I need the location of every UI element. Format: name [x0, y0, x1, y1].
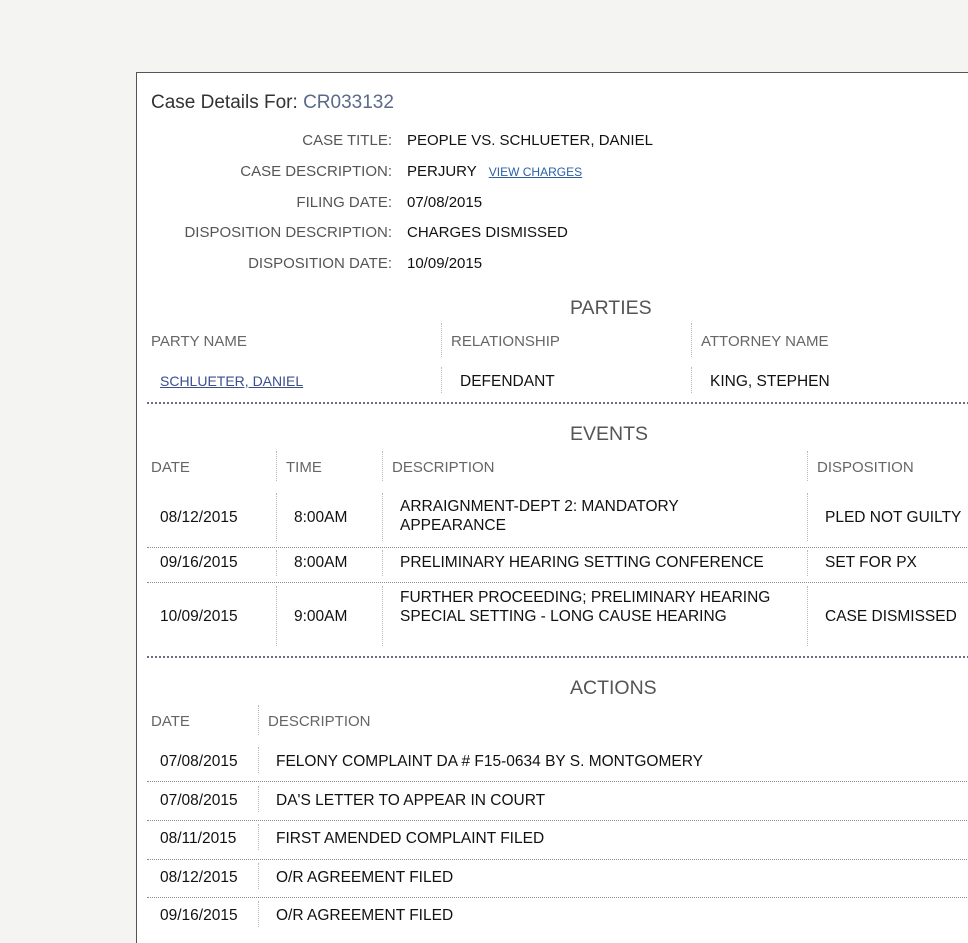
filing-date-value: 07/08/2015: [407, 194, 483, 211]
events-col-divider: [382, 586, 383, 646]
actions-section-title: ACTIONS: [570, 677, 657, 699]
actions-col-divider: [258, 786, 259, 812]
events-col-divider: [276, 586, 277, 646]
events-col-divider: [276, 550, 277, 576]
disposition-description-value: CHARGES DISMISSED: [407, 224, 568, 241]
events-header-date: DATE: [151, 459, 190, 476]
action-description: FIRST AMENDED COMPLAINT FILED: [276, 830, 545, 847]
event-disposition: SET FOR PX: [825, 554, 917, 571]
actions-row-divider: [147, 859, 968, 860]
events-col-divider: [807, 451, 808, 481]
actions-col-divider: [258, 824, 259, 850]
action-date: 07/08/2015: [160, 792, 238, 809]
parties-header-party-name: PARTY NAME: [151, 333, 247, 350]
parties-header-relationship: RELATIONSHIP: [451, 333, 560, 350]
view-charges-link[interactable]: VIEW CHARGES: [488, 165, 583, 179]
actions-col-divider: [258, 901, 259, 927]
event-time: 9:00AM: [294, 608, 348, 625]
events-header-time: TIME: [286, 459, 322, 476]
actions-col-divider: [258, 863, 259, 889]
actions-row-divider: [147, 897, 968, 898]
parties-col-divider: [691, 323, 692, 357]
page-title: [151, 92, 394, 114]
events-bottom-rule: [147, 656, 968, 658]
party-attorney: KING, STEPHEN: [710, 373, 830, 390]
event-description: PRELIMINARY HEARING SETTING CONFERENCE: [400, 554, 764, 571]
events-col-divider: [382, 493, 383, 541]
disposition-date-value: 10/09/2015: [407, 255, 483, 272]
case-description-row: [407, 163, 582, 180]
event-disposition: PLED NOT GUILTY: [825, 509, 962, 526]
event-time: 8:00AM: [294, 554, 348, 571]
actions-col-divider: [258, 705, 259, 735]
case-description-label: CASE DESCRIPTION:: [240, 163, 392, 180]
events-col-divider: [807, 550, 808, 576]
case-title-label: CASE TITLE:: [302, 132, 392, 149]
events-section-title: EVENTS: [570, 423, 649, 445]
parties-col-divider: [441, 367, 442, 393]
events-col-divider: [807, 586, 808, 646]
actions-header-date: DATE: [151, 713, 190, 730]
case-details-card: [136, 72, 968, 943]
action-date: 07/08/2015: [160, 753, 238, 770]
events-header-description: DESCRIPTION: [392, 459, 495, 476]
case-description-value: PERJURY: [407, 163, 477, 180]
case-number: CR033132: [303, 92, 394, 113]
case-title-value: PEOPLE VS. SCHLUETER, DANIEL: [407, 132, 653, 149]
events-row-divider: [147, 547, 968, 548]
action-description: FELONY COMPLAINT DA # F15-0634 BY S. MONTGOMERY: [276, 753, 703, 770]
actions-header-description: DESCRIPTION: [268, 713, 371, 730]
event-disposition: CASE DISMISSED: [825, 608, 957, 625]
party-name-link[interactable]: SCHLUETER, DANIEL: [160, 373, 304, 389]
action-date: 08/11/2015: [160, 830, 237, 847]
action-date: 08/12/2015: [160, 869, 238, 886]
party-relationship: DEFENDANT: [460, 373, 555, 390]
event-date: 08/12/2015: [160, 509, 238, 526]
parties-col-divider: [691, 367, 692, 393]
events-col-divider: [276, 493, 277, 541]
page-title-label: Case Details For:: [151, 92, 298, 113]
actions-row-divider: [147, 820, 968, 821]
filing-date-label: FILING DATE:: [296, 194, 392, 211]
events-row-divider: [147, 582, 968, 583]
disposition-date-label: DISPOSITION DATE:: [248, 255, 392, 272]
events-col-divider: [276, 451, 277, 481]
events-col-divider: [807, 493, 808, 541]
action-date: 09/16/2015: [160, 907, 238, 924]
action-description: O/R AGREEMENT FILED: [276, 907, 454, 924]
action-description: O/R AGREEMENT FILED: [276, 869, 454, 886]
event-date: 09/16/2015: [160, 554, 238, 571]
disposition-description-label: DISPOSITION DESCRIPTION:: [184, 224, 392, 241]
action-description: DA'S LETTER TO APPEAR IN COURT: [276, 792, 546, 809]
event-description: ARRAIGNMENT-DEPT 2: MANDATORY APPEARANCE: [400, 498, 679, 534]
parties-bottom-rule: [147, 402, 968, 404]
actions-row-divider: [147, 781, 968, 782]
parties-section-title: PARTIES: [570, 297, 652, 319]
event-description: FURTHER PROCEEDING; PRELIMINARY HEARING SPECIAL SETTING - LONG CAUSE HEARING: [400, 589, 771, 625]
events-col-divider: [382, 550, 383, 576]
actions-col-divider: [258, 747, 259, 773]
events-col-divider: [382, 451, 383, 481]
event-date: 10/09/2015: [160, 608, 238, 625]
parties-col-divider: [441, 323, 442, 357]
event-time: 8:00AM: [294, 509, 348, 526]
parties-header-attorney-name: ATTORNEY NAME: [701, 333, 829, 350]
events-header-disposition: DISPOSITION: [817, 459, 914, 476]
